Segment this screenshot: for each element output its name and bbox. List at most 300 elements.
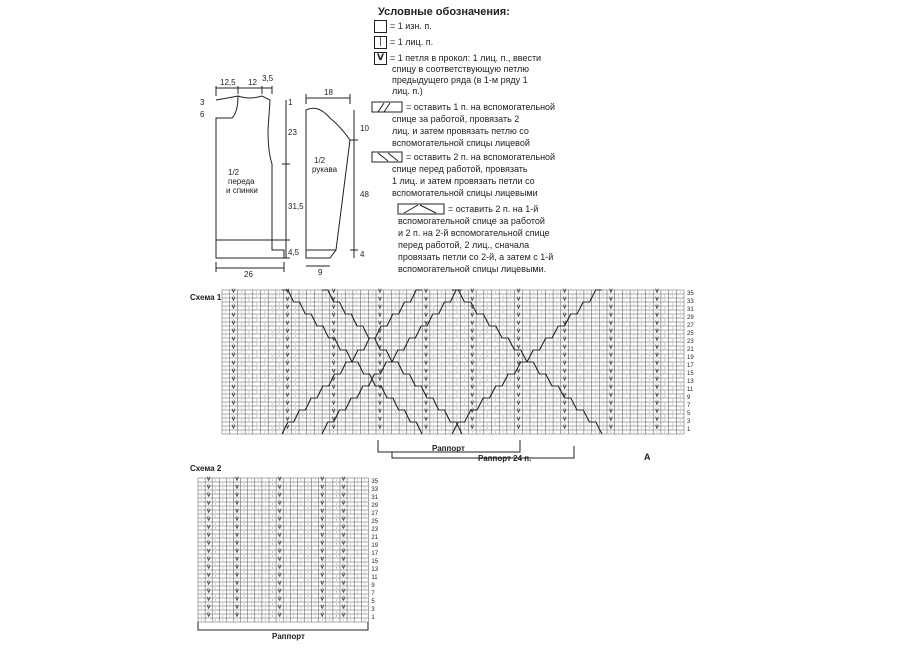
- scheme2-row-number: 17: [371, 551, 379, 557]
- scheme2-twisted-mark: v: [342, 604, 346, 611]
- scheme1-twisted-mark: v: [332, 296, 336, 303]
- scheme2-twisted-mark: v: [278, 556, 282, 563]
- scheme2-twisted-mark: v: [235, 612, 239, 619]
- scheme2-twisted-mark: v: [207, 516, 211, 523]
- scheme1-twisted-mark: v: [285, 288, 289, 295]
- scheme1-twisted-mark: v: [655, 424, 659, 431]
- scheme1-twisted-mark: v: [470, 288, 474, 295]
- scheme2-twisted-mark: v: [342, 580, 346, 587]
- scheme2-twisted-mark: v: [278, 564, 282, 571]
- scheme2-row-number: 27: [371, 511, 379, 517]
- scheme2-twisted-mark: v: [278, 508, 282, 515]
- legend-purl: = 1 изн. п.: [374, 20, 432, 33]
- scheme2-twisted-mark: v: [342, 476, 346, 483]
- legend-twisted: V = 1 петля в прокол: 1 лиц. п., ввести: [374, 52, 541, 65]
- scheme2-twisted-mark: v: [235, 492, 239, 499]
- scheme1-twisted-mark: v: [655, 312, 659, 319]
- scheme1-twisted-mark: v: [563, 288, 567, 295]
- scheme2-twisted-mark: v: [342, 516, 346, 523]
- scheme1-twisted-mark: v: [655, 400, 659, 407]
- scheme1-twisted-mark: v: [655, 304, 659, 311]
- scheme1-twisted-mark: v: [470, 320, 474, 327]
- scheme2-twisted-mark: v: [320, 556, 324, 563]
- scheme1-twisted-mark: v: [378, 400, 382, 407]
- scheme2-twisted-mark: v: [320, 508, 324, 515]
- scheme1-twisted-mark: v: [516, 400, 520, 407]
- scheme2-row-numbers: [371, 479, 378, 621]
- scheme1-twisted-mark: v: [332, 416, 336, 423]
- legend-cross2-line4: вспомогательной спицы лицевыми: [392, 188, 538, 198]
- scheme1-twisted-mark: v: [563, 312, 567, 319]
- scheme1-twisted-mark: v: [232, 360, 236, 367]
- scheme1-twisted-mark: v: [232, 336, 236, 343]
- scheme1-twisted-mark: v: [655, 416, 659, 423]
- scheme1-twisted-mark: v: [285, 376, 289, 383]
- scheme2-twisted-mark: v: [320, 580, 324, 587]
- scheme2-twisted-mark: v: [342, 572, 346, 579]
- legend-cross3-line4: перед работой, 2 лиц., сначала: [398, 240, 530, 250]
- scheme2-twisted-mark: v: [278, 548, 282, 555]
- scheme1-twisted-mark: v: [332, 376, 336, 383]
- scheme1-twisted-mark: v: [332, 328, 336, 335]
- legend-twisted-line3: предыдущего ряда (в 1-м ряду 1: [392, 75, 528, 85]
- scheme1-twisted-mark: v: [516, 304, 520, 311]
- scheme1-twisted-mark: v: [232, 328, 236, 335]
- scheme1-twisted-mark: v: [285, 296, 289, 303]
- dim-3-5: 3,5: [262, 74, 274, 83]
- scheme2-twisted-mark: v: [235, 572, 239, 579]
- scheme1-twisted-mark: v: [609, 312, 613, 319]
- scheme1-twisted-mark: v: [655, 360, 659, 367]
- scheme1-twisted-mark: v: [563, 408, 567, 415]
- scheme1-twisted-mark: v: [332, 368, 336, 375]
- scheme1-twisted-mark: v: [516, 368, 520, 375]
- scheme1-twisted-mark: v: [655, 384, 659, 391]
- scheme1-twisted-mark: v: [378, 384, 382, 391]
- scheme1-twisted-mark: v: [332, 312, 336, 319]
- scheme2-twisted-mark: v: [278, 484, 282, 491]
- scheme2-twisted-mark: v: [207, 492, 211, 499]
- scheme2-twisted-mark: v: [278, 604, 282, 611]
- scheme1-twisted-mark: v: [470, 408, 474, 415]
- scheme2-twisted-mark: v: [320, 596, 324, 603]
- sleeve-label-1: 1/2: [314, 156, 326, 165]
- scheme1-row-number: 23: [687, 339, 694, 345]
- scheme2-twisted-mark: v: [342, 492, 346, 499]
- scheme1-twisted-mark: v: [609, 424, 613, 431]
- scheme2-twisted-mark: v: [278, 612, 282, 619]
- scheme1-twisted-mark: v: [378, 368, 382, 375]
- dim-1: 1: [288, 98, 293, 107]
- scheme1-twisted-mark: v: [655, 352, 659, 359]
- scheme2-twisted-mark: v: [278, 588, 282, 595]
- scheme1-twisted-mark: v: [516, 288, 520, 295]
- scheme2-twisted-mark: v: [207, 548, 211, 555]
- scheme1-row-number: 25: [687, 331, 694, 337]
- scheme1-row-number: 21: [687, 347, 694, 353]
- scheme1-twisted-mark: v: [609, 400, 613, 407]
- scheme2-twisted-mark: v: [235, 596, 239, 603]
- scheme1-twisted-mark: v: [232, 312, 236, 319]
- legend-cross3-line5: провязать петли со 2-й, а затем с 1-й: [398, 252, 554, 262]
- scheme1-twisted-mark: v: [424, 424, 428, 431]
- scheme1-twisted-mark: v: [285, 360, 289, 367]
- scheme1-twisted-mark: v: [516, 392, 520, 399]
- scheme1-twisted-mark: v: [609, 288, 613, 295]
- scheme1-brackets: [378, 440, 574, 458]
- scheme2-row-number: 31: [371, 495, 379, 501]
- body-label-2: переда: [228, 177, 255, 186]
- scheme1-row-number: 31: [687, 307, 694, 313]
- scheme2-twisted-mark: v: [235, 476, 239, 483]
- scheme2-twisted-mark: v: [278, 572, 282, 579]
- legend-cross1-line4: вспомогательной спицы лицевой: [392, 138, 530, 148]
- scheme2-twisted-mark: v: [278, 500, 282, 507]
- legend-cross1-line1: = оставить 1 п. на вспомогательной: [406, 102, 556, 112]
- scheme1-twisted-mark: v: [232, 424, 236, 431]
- dim-26: 26: [244, 270, 253, 279]
- scheme2-row-number: 35: [371, 479, 379, 485]
- scheme1-twisted-mark: v: [516, 384, 520, 391]
- scheme1-twisted-mark: v: [232, 344, 236, 351]
- scheme1-row-number: 19: [687, 355, 694, 361]
- scheme2-row-number: 25: [371, 519, 379, 525]
- scheme1-twisted-mark: v: [378, 336, 382, 343]
- scheme1-twisted-mark: v: [470, 336, 474, 343]
- scheme1-twisted-mark: v: [655, 336, 659, 343]
- scheme1-twisted-mark: v: [470, 352, 474, 359]
- legend-cross1-line2: спице за работой, провязать 2: [392, 114, 520, 124]
- scheme1-twisted-mark: v: [378, 328, 382, 335]
- legend-cross3-line1: = оставить 2 п. на 1-й: [448, 204, 539, 214]
- scheme1-twisted-mark: v: [332, 408, 336, 415]
- scheme1-row-number: 15: [687, 371, 694, 377]
- scheme1-row-number: 33: [687, 299, 694, 305]
- scheme1-twisted-mark: v: [609, 296, 613, 303]
- scheme1-twisted-mark: v: [232, 408, 236, 415]
- scheme2-grid: [198, 477, 368, 623]
- scheme1-twisted-mark: v: [563, 296, 567, 303]
- scheme2-twisted-mark: v: [207, 564, 211, 571]
- scheme1-twisted-mark: v: [424, 392, 428, 399]
- scheme2-twisted-mark: v: [342, 596, 346, 603]
- scheme1-twisted-mark: v: [655, 344, 659, 351]
- scheme2-twisted-mark: v: [342, 508, 346, 515]
- scheme2-row-number: 33: [371, 487, 379, 493]
- scheme2-twisted-mark: v: [320, 484, 324, 491]
- scheme1-twisted-mark: v: [563, 392, 567, 399]
- scheme2-twisted-mark: v: [235, 532, 239, 539]
- dim-48: 48: [360, 190, 369, 199]
- legend-twisted-line2: спицу в соответствующую петлю: [392, 64, 529, 74]
- scheme2-twisted-mark: v: [235, 540, 239, 547]
- scheme1-twisted-mark: v: [609, 320, 613, 327]
- scheme1-twisted-mark: v: [424, 368, 428, 375]
- scheme1-twisted-mark: v: [232, 376, 236, 383]
- scheme1-twisted-mark: v: [516, 360, 520, 367]
- scheme2-row-number: 5: [371, 599, 375, 605]
- scheme1-twisted-mark: v: [655, 376, 659, 383]
- scheme1-twisted-mark: v: [285, 384, 289, 391]
- scheme1-twisted-mark: v: [378, 352, 382, 359]
- scheme1-twisted-mark: v: [470, 296, 474, 303]
- scheme1-twisted-mark: v: [232, 352, 236, 359]
- legend-cross1-line3: лиц. и затем провязать петлю со: [392, 126, 529, 136]
- scheme1-row-number: 1: [687, 427, 691, 433]
- scheme1-twisted-mark: v: [332, 304, 336, 311]
- scheme2-twisted-mark: v: [207, 532, 211, 539]
- scheme2-row-number: 1: [371, 615, 375, 621]
- scheme1-row-number: 35: [687, 291, 694, 297]
- scheme2-row-number: 15: [371, 559, 379, 565]
- scheme2-row-number: 29: [371, 503, 379, 509]
- scheme1-twisted-mark: v: [609, 368, 613, 375]
- scheme1-twisted-mark: v: [516, 336, 520, 343]
- scheme2-twisted-mark: v: [207, 572, 211, 579]
- scheme1-twisted-mark: v: [470, 312, 474, 319]
- scheme2-twisted-mark: v: [278, 524, 282, 531]
- scheme2-twisted-mark: v: [320, 540, 324, 547]
- scheme1-twisted-mark: v: [378, 424, 382, 431]
- scheme1-twisted-mark: v: [424, 416, 428, 423]
- scheme1-twisted-mark: v: [378, 288, 382, 295]
- scheme1-twisted-mark: v: [424, 312, 428, 319]
- scheme1-grid: [222, 289, 684, 435]
- scheme1-twisted-mark: v: [232, 304, 236, 311]
- legend-cross2-line2: спице перед работой, провязать: [392, 164, 528, 174]
- scheme1-twisted-mark: v: [609, 360, 613, 367]
- scheme2-twisted-mark: v: [342, 532, 346, 539]
- scheme2-twisted-mark: v: [235, 500, 239, 507]
- scheme1-twisted-mark: v: [232, 320, 236, 327]
- scheme1-twisted-mark: v: [563, 360, 567, 367]
- scheme1-row-number: 9: [687, 395, 691, 401]
- scheme1-twisted-mark: v: [563, 352, 567, 359]
- scheme1-twisted-mark: v: [609, 336, 613, 343]
- scheme1-twisted-mark: v: [470, 344, 474, 351]
- scheme1-title: Схема 1: [190, 293, 222, 302]
- scheme1-twisted-mark: v: [655, 392, 659, 399]
- dim-12-5: 12,5: [220, 78, 236, 87]
- scheme1-marker-a: A: [644, 452, 651, 462]
- scheme2-row-number: 13: [371, 567, 379, 573]
- scheme1-twisted-mark: v: [609, 352, 613, 359]
- scheme1-twisted-mark: v: [424, 296, 428, 303]
- scheme1-twisted-mark: v: [285, 328, 289, 335]
- scheme1-twisted-mark: v: [378, 392, 382, 399]
- scheme1-twisted-mark: v: [285, 400, 289, 407]
- scheme1-twisted-mark: v: [285, 416, 289, 423]
- scheme1-twisted-mark: v: [378, 312, 382, 319]
- legend-cross2-line1: = оставить 2 п. на вспомогательной: [406, 152, 556, 162]
- scheme2-twisted-mark: v: [207, 604, 211, 611]
- scheme2-twisted-mark: v: [207, 612, 211, 619]
- scheme1-twisted-mark: v: [563, 328, 567, 335]
- scheme2-rapport-label: Раппорт: [272, 632, 305, 641]
- dim-4: 4: [360, 250, 365, 259]
- twisted-stitch-icon: V: [374, 52, 387, 65]
- sleeve-label-2: рукава: [312, 165, 338, 174]
- scheme2-twisted-mark: v: [207, 508, 211, 515]
- scheme1-twisted-mark: v: [563, 336, 567, 343]
- scheme1-twisted-mark: v: [563, 344, 567, 351]
- scheme2-twisted-mark: v: [235, 548, 239, 555]
- scheme1-twisted-mark: v: [516, 320, 520, 327]
- scheme1-twisted-mark: v: [563, 424, 567, 431]
- scheme1-twisted-mark: v: [516, 344, 520, 351]
- body-label-3: и спинки: [226, 186, 258, 195]
- scheme2-twisted-mark: v: [342, 588, 346, 595]
- scheme1-twisted-mark: v: [563, 376, 567, 383]
- scheme2-twisted-mark: v: [207, 500, 211, 507]
- scheme1-twisted-mark: v: [378, 304, 382, 311]
- scheme2-twisted-mark: v: [342, 484, 346, 491]
- scheme1-twisted-mark: v: [516, 416, 520, 423]
- scheme2-twisted-mark: v: [342, 524, 346, 531]
- scheme2-twisted-mark: v: [235, 556, 239, 563]
- dim-9: 9: [318, 268, 323, 277]
- scheme1-twisted-mark: v: [378, 320, 382, 327]
- scheme1-twisted-mark: v: [285, 368, 289, 375]
- scheme1-twisted-mark: v: [285, 392, 289, 399]
- scheme2-twisted-mark: v: [342, 564, 346, 571]
- purl-symbol-icon: [374, 20, 387, 33]
- dim-12: 12: [248, 78, 257, 87]
- legend-cross3-line2: вспомогательной спице за работой: [398, 216, 545, 226]
- scheme1-twisted-mark: v: [609, 376, 613, 383]
- sleeve-pattern: [306, 94, 358, 266]
- legend-title: Условные обозначения:: [378, 6, 510, 18]
- scheme1-twisted-mark: v: [378, 296, 382, 303]
- scheme2-twisted-mark: v: [278, 596, 282, 603]
- dim-6: 6: [200, 110, 205, 119]
- scheme1-twisted-mark: v: [424, 320, 428, 327]
- knit-symbol-icon: |: [374, 36, 387, 49]
- scheme1-twisted-mark: v: [470, 304, 474, 311]
- dim-23: 23: [288, 128, 297, 137]
- scheme1-twisted-mark: v: [332, 320, 336, 327]
- dim-31-5: 31,5: [288, 202, 304, 211]
- scheme1-twisted-mark: v: [378, 376, 382, 383]
- scheme1-row-number: 3: [687, 419, 691, 425]
- scheme1-twisted-mark: v: [232, 384, 236, 391]
- scheme2-bracket: [198, 622, 368, 630]
- scheme1-twisted-mark: v: [232, 288, 236, 295]
- scheme1-twisted-mark: v: [232, 416, 236, 423]
- legend-cross2-line3: 1 лиц. и затем провязать петли со: [392, 176, 535, 186]
- scheme1-twisted-mark: v: [609, 408, 613, 415]
- scheme1-twisted-mark: v: [516, 408, 520, 415]
- scheme1-twisted-mark: v: [516, 312, 520, 319]
- scheme1-twisted-mark: v: [424, 328, 428, 335]
- scheme1-row-number: 13: [687, 379, 694, 385]
- scheme1-twisted-mark: v: [516, 376, 520, 383]
- scheme1-twisted-mark: v: [609, 344, 613, 351]
- scheme2-twisted-mark: v: [207, 476, 211, 483]
- scheme2-row-number: 23: [371, 527, 379, 533]
- scheme1-twisted-mark: v: [424, 352, 428, 359]
- scheme1-row-number: 7: [687, 403, 691, 409]
- scheme1-twisted-mark: v: [232, 296, 236, 303]
- scheme1-twisted-mark: v: [424, 336, 428, 343]
- scheme2-twisted-mark: v: [207, 556, 211, 563]
- scheme1-twisted-mark: v: [424, 408, 428, 415]
- scheme1-rapport24-label: Раппорт 24 п.: [478, 454, 532, 463]
- scheme2-twisted-mark: v: [235, 580, 239, 587]
- scheme1-twisted-mark: v: [332, 352, 336, 359]
- scheme2-twisted-mark: v: [235, 604, 239, 611]
- body-label-1: 1/2: [228, 168, 240, 177]
- scheme1-twisted-mark: v: [470, 392, 474, 399]
- scheme2-twisted-mark: v: [207, 580, 211, 587]
- scheme2-twisted-mark: v: [320, 532, 324, 539]
- scheme2-row-number: 21: [371, 535, 379, 541]
- scheme1-rapport-label: Раппорт: [432, 444, 465, 453]
- scheme2-twisted-mark: v: [207, 484, 211, 491]
- scheme2-twisted-mark: v: [320, 572, 324, 579]
- scheme2-twisted-mark: v: [278, 492, 282, 499]
- scheme1-twisted-mark: v: [516, 352, 520, 359]
- scheme2-twisted-mark: v: [235, 508, 239, 515]
- scheme1-twisted-mark: v: [332, 392, 336, 399]
- scheme1-twisted-mark: v: [470, 384, 474, 391]
- scheme1-twisted-mark: v: [470, 416, 474, 423]
- scheme2-row-number: 7: [371, 591, 375, 597]
- scheme1-twisted-mark: v: [609, 392, 613, 399]
- scheme2-twisted-mark: v: [342, 548, 346, 555]
- scheme1-twisted-mark: v: [563, 368, 567, 375]
- scheme1-row-number: 17: [687, 363, 694, 369]
- legend-cross3-line3: и 2 п. на 2-й вспомогательной спице: [398, 228, 550, 238]
- scheme1-twisted-mark: v: [609, 328, 613, 335]
- scheme1-twisted-mark: v: [332, 384, 336, 391]
- scheme2-twisted-mark: v: [278, 580, 282, 587]
- scheme1-twisted-mark: v: [285, 344, 289, 351]
- scheme2-twisted-mark: v: [278, 516, 282, 523]
- scheme1-twisted-mark: v: [655, 408, 659, 415]
- scheme1-row-number: 29: [687, 315, 694, 321]
- scheme2-row-number: 9: [371, 583, 375, 589]
- scheme1-twisted-mark: v: [424, 400, 428, 407]
- scheme1-twisted-mark: v: [332, 360, 336, 367]
- scheme2-row-number: 11: [371, 575, 378, 581]
- scheme1-twisted-mark: v: [232, 392, 236, 399]
- scheme2-twisted-mark: v: [320, 476, 324, 483]
- scheme1-twisted-mark: v: [332, 336, 336, 343]
- scheme2-twisted-mark: v: [342, 500, 346, 507]
- dim-4-5: 4,5: [288, 248, 300, 257]
- scheme1-row-number: 27: [687, 323, 694, 329]
- scheme2-twisted-mark: v: [342, 612, 346, 619]
- scheme2-twisted-mark: v: [235, 524, 239, 531]
- scheme1-twisted-mark: v: [378, 416, 382, 423]
- scheme1-twisted-mark: v: [285, 352, 289, 359]
- scheme1-twisted-mark: v: [424, 288, 428, 295]
- scheme1-twisted-mark: v: [332, 400, 336, 407]
- scheme1-twisted-mark: v: [563, 384, 567, 391]
- scheme1-twisted-mark: v: [516, 424, 520, 431]
- scheme2-twisted-mark: v: [207, 596, 211, 603]
- scheme1-twisted-mark: v: [332, 344, 336, 351]
- scheme1-twisted-mark: v: [378, 360, 382, 367]
- scheme1-twisted-mark: v: [655, 296, 659, 303]
- scheme1-row-number: 5: [687, 411, 691, 417]
- scheme2-twisted-mark: v: [320, 564, 324, 571]
- scheme1-twisted-mark: v: [563, 400, 567, 407]
- scheme1-twisted-mark: v: [563, 416, 567, 423]
- dim-3: 3: [200, 98, 205, 107]
- scheme1-twisted-mark: v: [470, 400, 474, 407]
